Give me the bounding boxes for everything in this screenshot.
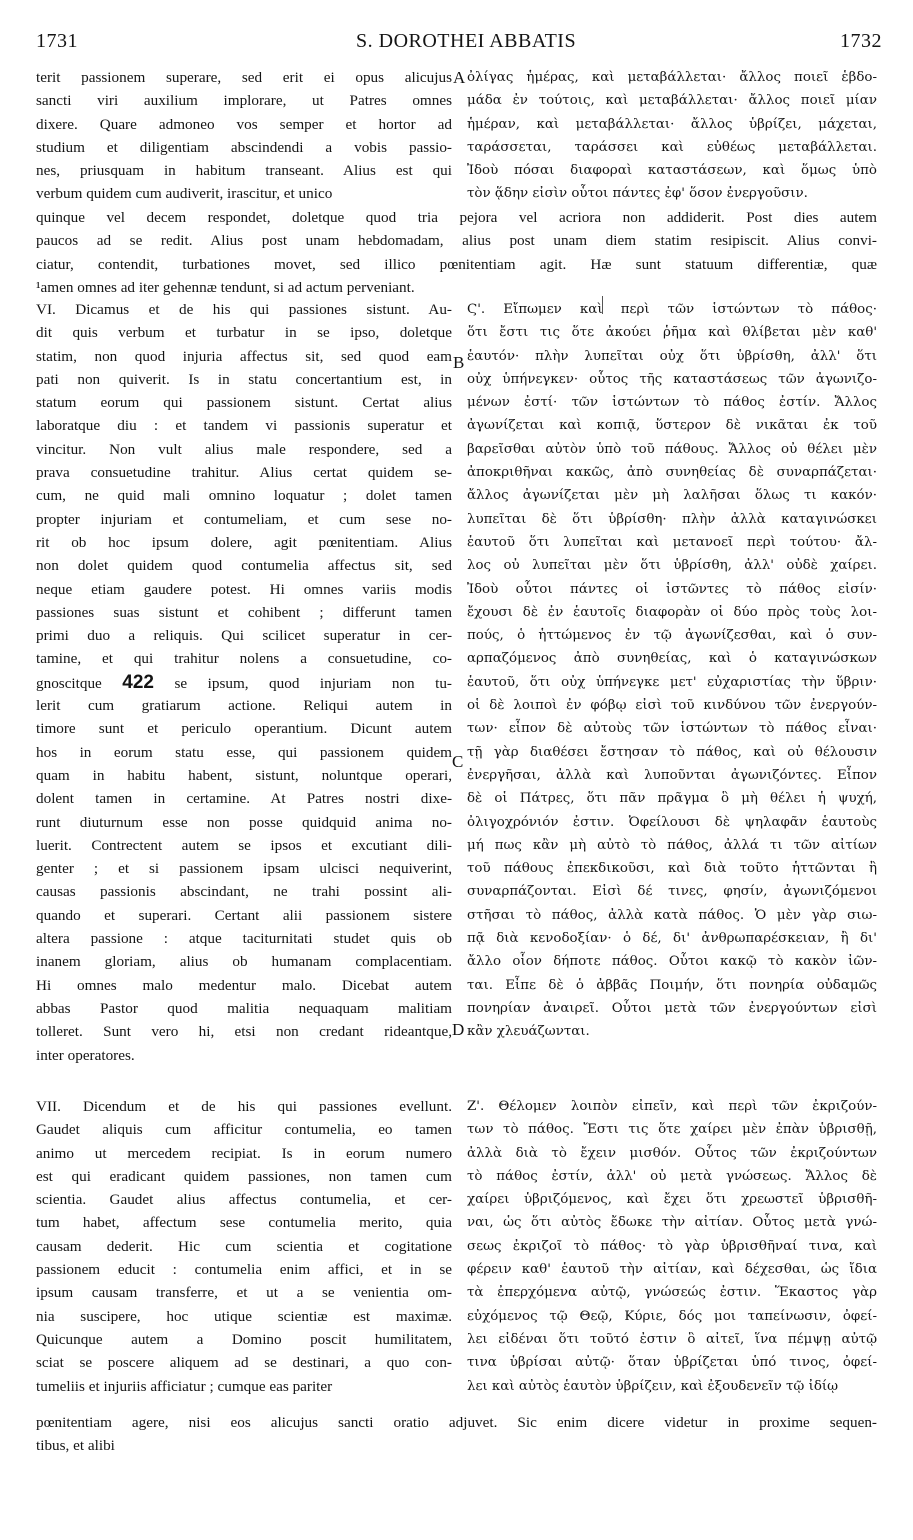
latin-text-line: prava consuetudine trahitur. Alius certat quidem se- bbox=[36, 464, 452, 482]
latin-text-line: abbas Pastor quod malitia nequaquam malitiam bbox=[36, 999, 452, 1017]
latin-text-line: tolleret. Sunt vero hi, etsi non credant rideantque, bbox=[36, 1023, 452, 1041]
greek-text-line: χαίρει ὑβριζόμενος, καὶ ἔχει ὅτι χρεωστεῖ ὑβρισθῆ- bbox=[467, 1192, 877, 1208]
greek-text-line: τὸ πάθος ἐστίν, ἀλλ' οὐ μετὰ γνώσεως. Ἄλλος δὲ bbox=[467, 1168, 877, 1184]
latin-text-line: paucos ad se redit. Alius post unam hebdomadam, alius post unam diem statim resipiscit. Alius convi- bbox=[36, 232, 877, 250]
latin-text-line: nes, priusquam in habitum transeant. Alius est qui bbox=[36, 162, 452, 180]
greek-text-line: Ϛ'. Εἴπωμεν καὶ περὶ τῶν ἱστώντων τὸ πάθος· bbox=[467, 302, 877, 317]
latin-text-line: animo ut mercedem recipiat. Is in eorum numero bbox=[36, 1144, 452, 1162]
latin-text-line: dolent tamen in certamine. At Patres nostri dixe- bbox=[36, 790, 452, 808]
margin-letter-b: B bbox=[453, 353, 465, 372]
greek-text-line: κἂν χλευάζωνται. bbox=[467, 1024, 590, 1040]
latin-text-line: terit passionem superare, sed erit ei opus alicujus bbox=[36, 69, 452, 86]
greek-column-block-3 bbox=[467, 1095, 877, 1398]
greek-text-line: μάδα ἐν τούτοις, καὶ μεταβάλλεται· ἄλλος ποιεῖ μίαν bbox=[467, 93, 877, 109]
fullwidth-paragraph-1 bbox=[36, 206, 877, 299]
greek-text-line: Ἰδοὺ πόσαι διαφοραὶ καταστάσεων, καὶ ὅμως ὑπὸ bbox=[467, 163, 877, 179]
latin-text-line: Gaudet aliquis cum afficitur contumelia, eo tamen bbox=[36, 1121, 452, 1139]
latin-text-line: luerit. Contrectent autem se ipsos et excutiant dili- bbox=[36, 836, 452, 854]
greek-text-line: αρπαζόμενος ἀπὸ συνηθείας, καὶ ὁ καταγινώσκων bbox=[467, 651, 877, 667]
greek-text-line: ἀγωνίζεται καὶ κοπιᾷ, ὕστερον δὲ νικᾶται ἐκ τοῦ bbox=[467, 418, 877, 434]
greek-text-line: δὲ οἱ Πάτρες, ὅτι πᾶν πρᾶγμα ὃ μὴ θέλει ἡ ψυχή, bbox=[467, 791, 877, 807]
latin-text-line: runt diuturnum esse non posse quidquid anima no- bbox=[36, 813, 452, 831]
greek-text-line: ἀποκριθῆναι κακῶς, ἀπὸ συνηθείας δὲ συναρπάζεται· bbox=[467, 465, 877, 481]
latin-text-line: tum habet, affectum sese contumelia merito, quia bbox=[36, 1214, 452, 1232]
latin-text-line: statim, non quod injuria affectus sit, sed quod eam bbox=[36, 347, 452, 365]
latin-text-line: VI. Dicamus et de his qui passiones sistunt. Au- bbox=[36, 301, 452, 318]
latin-text-line: tumeliis et injuriis afficiatur ; cumque eas pariter bbox=[36, 1377, 333, 1395]
latin-column-block-2 bbox=[36, 298, 452, 1067]
latin-text-line: pati non quiverit. Is in statu concertantium est, in bbox=[36, 370, 452, 388]
latin-text-line: hos in eorum statu esse, qui passionem quidem bbox=[36, 743, 452, 761]
latin-text-line: causam dederit. Hic cum scientia et cogitatione bbox=[36, 1237, 452, 1255]
greek-text-line: ται. Εἶπε δὲ ὁ ἀββᾶς Ποιμήν, ὅτι πονηρία οὐδαμῶς bbox=[467, 977, 877, 993]
latin-text-line: dixere. Quare admoneo vos semper et hortor ad bbox=[36, 115, 452, 133]
latin-text-line: non dolet quidem quod contumelia affectus sit, sed bbox=[36, 557, 452, 575]
latin-text-line: passionem educit : contumelia enim affici, et in se bbox=[36, 1261, 452, 1279]
greek-text-line: τινα ὑβρίσαι αὐτῷ· ὅταν ὑβρίζεται ὑπό τινος, ὀφεί- bbox=[467, 1355, 877, 1371]
margin-letter-a: A bbox=[453, 68, 466, 87]
latin-text-line: Quicunque autem a Domino poscit humilitatem, bbox=[36, 1330, 452, 1348]
latin-text-line: genter ; et si passionem ipsam ulcisci nequiverint, bbox=[36, 860, 452, 878]
greek-text-line: βαρεῖσθαι αὐτὸν ὑπὸ τοῦ πάθους. Ἄλλος οὐ θέλει μὲν bbox=[467, 441, 877, 457]
greek-text-line: πούς, ὁ ἡττώμενος ἐν τῷ ἀγωνίζεσθαι, καὶ ὁ συν- bbox=[467, 628, 877, 644]
latin-text-line: est qui eradicant quidem passiones, non tamen cum bbox=[36, 1167, 452, 1185]
latin-text-line: ¹amen omnes ad iter gehennæ tendunt, si ad actum perveniant. bbox=[36, 278, 415, 296]
greek-text-line: των· εἶπον δὲ αὐτοὺς τῶν ἱστώντων τὸ πάθος εἶναι· bbox=[467, 721, 877, 737]
latin-text-line: causas passionis abscindant, ne trahi possint ali- bbox=[36, 883, 452, 901]
page-number-right: 1732 bbox=[840, 30, 882, 52]
greek-text-line: ἔχουσι δὲ ἐν ἑαυτοῖς διαφορὰν οἱ δύο πρὸς τοὺς λοι- bbox=[467, 604, 877, 620]
greek-text-line: λος οὐ λυπεῖται μὲν ὅτι ὑβρίσθη, ἀλλ' οὐδὲ χαίρει. bbox=[467, 558, 877, 574]
greek-text-line: τὸν ᾅδην εἰσὶν οὗτοι πάντες ἐφ' ὅσον ἐνεργοῦσιν. bbox=[467, 186, 808, 202]
latin-text-line: verbum quidem cum audiverit, irascitur, et unico bbox=[36, 185, 333, 203]
greek-text-line: λει εἰδέναι ὅτι τοῦτό ἐστιν ὃ αἰτεῖ, ἵνα πέμψῃ αὐτῷ bbox=[467, 1331, 877, 1347]
latin-text-line: passiones suas sistunt et cohibent ; differunt tamen bbox=[36, 603, 452, 621]
greek-text-line: Ἰδοὺ οὗτοι πάντες οἱ ἱστῶντες τὸ πάθος εἰσίν· bbox=[467, 581, 877, 597]
latin-text-line: tibus, et alibi bbox=[36, 1437, 115, 1455]
running-title: S. DOROTHEI ABBATIS bbox=[356, 30, 577, 52]
greek-text-line: τῇ γὰρ διαθέσει ἔστησαν τὸ πάθος, καὶ οὐ θέλουσιν bbox=[467, 744, 877, 760]
greek-text-line: ἀλλὰ διὰ τὸ ἔχειν μισθόν. Οὗτος τῶν ἐκριζούντων bbox=[467, 1145, 877, 1161]
margin-letter-d: D bbox=[452, 1020, 465, 1039]
margin-letter-c: C bbox=[452, 752, 464, 771]
greek-text-line: ταράσσεται, ταράσσει καὶ εὐθέως μεταβάλλεται. bbox=[467, 139, 877, 155]
latin-text-line: laboratque diu : et tandem vi passionis superatur et bbox=[36, 417, 452, 435]
page-number-left: 1731 bbox=[36, 30, 78, 52]
latin-text-line: gnoscitque 422 se ipsum, quod injuriam non tu- bbox=[36, 671, 452, 693]
greek-text-line: ναι, ὡς ὅτι αὐτὸς ἔδωκε τὴν αἰτίαν. Οὗτος μετὰ γνώ- bbox=[467, 1215, 877, 1231]
column-number-marker: 422 bbox=[122, 671, 154, 693]
latin-text-line: propter injuriam et contumeliam, et cum sese no- bbox=[36, 510, 452, 528]
greek-text-line: ἐνεργῆσαι, ἀλλὰ καὶ λυποῦνται ἀγωνιζόντες. Εἶπον bbox=[467, 767, 877, 783]
latin-text-line: scientia. Gaudet alius affectus contumelia, et cer- bbox=[36, 1191, 452, 1209]
latin-text-line: timore sunt et periculo operantium. Dicunt autem bbox=[36, 720, 452, 738]
greek-text-line: ὀλίγας ἡμέρας, καὶ μεταβάλλεται· ἄλλος ποιεῖ ἑβδο- bbox=[467, 70, 877, 85]
greek-text-line: λει καὶ αὐτὸς ἑαυτὸν ὑβρίζειν, καὶ ἐξουδενεῖν τῷ ἰδίῳ bbox=[467, 1378, 839, 1394]
greek-text-line: Ζ'. Θέλομεν λοιπὸν εἰπεῖν, καὶ περὶ τῶν ἐκριζούν- bbox=[467, 1099, 877, 1114]
latin-text-line: tamine, et qui trahitur nolens a consuetudine, co- bbox=[36, 650, 452, 668]
greek-text-line: ὅτι ἔστι τις ὅτε ἀκούει ῥῆμα καὶ θλίβεται μὲν καθ' bbox=[467, 325, 877, 341]
latin-text-line: quam in habitu habent, sistunt, noluntque operari, bbox=[36, 766, 452, 784]
latin-text-line: dit quis verbum et turbatur in se ipso, doletque bbox=[36, 324, 452, 342]
latin-text-line: statum eorum qui passionem sistunt. Certat alius bbox=[36, 394, 452, 412]
latin-column-block-3 bbox=[36, 1095, 452, 1398]
latin-text-line: inter operatores. bbox=[36, 1046, 135, 1064]
latin-text-line: sancti viri auxilium implorare, ut Patres omnes bbox=[36, 92, 452, 110]
greek-text-line: των τὸ πάθος. Ἔστι τις ὅτε χαίρει μὲν ἐπὰν ὑβρισθῇ, bbox=[467, 1122, 877, 1138]
latin-text-line: vincitur. Non vult alius male respondere, sed a bbox=[36, 440, 452, 458]
latin-text-line: neque etiam gaudere potest. Hi omnes variis modis bbox=[36, 580, 452, 598]
latin-text-line: sciat se poscere aliquem ad se destinari, a quo con- bbox=[36, 1354, 452, 1372]
greek-text-line: πᾷ διὰ κενοδοξίαν· ὁ δέ, δι' ἀνθρωπαρέσκειαν, ἢ δι' bbox=[467, 931, 877, 947]
latin-text-line: cum, ne quid mali omnino loquatur ; dolet tamen bbox=[36, 487, 452, 505]
greek-text-line: ἄλλος ἀγωνίζεται μὲν μὴ λαλῆσαι ὅλως τι κακόν· bbox=[467, 488, 877, 504]
latin-text-line: VII. Dicendum et de his qui passiones evellunt. bbox=[36, 1098, 452, 1115]
greek-text-line: οὐχ ὑπήνεγκεν· οὗτος τῆς καταστάσεως τῶν ἀγωνιζο- bbox=[467, 371, 877, 387]
latin-text-line: inanem gloriam, alius ob humanam complacentiam. bbox=[36, 953, 452, 971]
latin-text-line: Hi omnes malo medentur malo. Dicebat autem bbox=[36, 976, 452, 994]
greek-text-line: πονηρίαν ἀναιρεῖ. Οὗτοι μετὰ τῶν ἐνεργούντων εἰσὶ bbox=[467, 1000, 877, 1016]
greek-text-line: ἡμέραν, καὶ μεταβάλλεται· ἄλλος ὑβρίζει, μάχεται, bbox=[467, 116, 877, 132]
greek-text-line: οἱ δὲ λοιποὶ ἐν φόβῳ εἰσὶ τοῦ κινδύνου τῶν ἐνεργούν- bbox=[467, 698, 877, 714]
greek-text-line: συναρπάζονται. Εἰσὶ δέ τινες, φησίν, ἀγωνιζόμενοι bbox=[467, 884, 877, 900]
latin-text-line: ciatur, contendit, turbationes movet, sed illico pœnitentiam agit. Hæ sunt statuum differentiæ, quæ bbox=[36, 255, 877, 273]
latin-text-line: studium et diligentiam abscindendi a vobis passio- bbox=[36, 138, 452, 156]
latin-text-line: rit ob hoc ipsum dolere, agit pœnitentiam. Alius bbox=[36, 533, 452, 551]
latin-text-line: quinque vel decem respondet, doletque quod tria pejora vel acriora non addiderit. Post dies autem bbox=[36, 209, 877, 226]
greek-text-line: λυπεῖται δὲ ὅτι ὑβρίσθη· πλὴν ἀλλὰ καταγινώσκει bbox=[467, 511, 877, 527]
latin-text-line: altera passione : atque taciturnitati studet quis ob bbox=[36, 930, 452, 948]
latin-text-line: pœnitentiam agere, nisi eos alicujus sancti oratio adjuvet. Sic enim dicere videtur in proxime sequen- bbox=[36, 1414, 877, 1431]
fullwidth-paragraph-2 bbox=[36, 1411, 877, 1458]
greek-text-line: σεως ἐκριζοῖ τὸ πάθος· τὸ γὰρ ὑβρισθῆναί τινα, καὶ bbox=[467, 1238, 877, 1254]
greek-text-line: τοῦ πάθους ἐπεκδικοῦσι, καὶ διὰ τοῦτο ἡττῶνται ἢ bbox=[467, 861, 877, 877]
greek-text-line: στῆσαι τὸ πάθος, ἀλλὰ κατὰ πάθος. Ὁ μὲν γὰρ σιω- bbox=[467, 907, 877, 923]
greek-text-line: μένων ἐστί· τῶν ἱστώντων τὸ πάθος ἐστίν. Ἄλλος bbox=[467, 395, 877, 411]
greek-text-line: ὀλιγοχρόνιόν ἐστιν. Ὀφείλουσι δὲ ψηλαφᾶν ἑαυτοὺς bbox=[467, 814, 877, 830]
greek-text-line: μή πως κἂν μὴ αὐτὸ τὸ πάθος, ἀλλά τι τῶν αἰτίων bbox=[467, 837, 877, 853]
latin-text-line: lerit cum gratiarum actione. Reliqui autem in bbox=[36, 697, 452, 715]
greek-column-block-1 bbox=[467, 66, 877, 206]
greek-text-line: φέρειν καθ' ἑαυτοῦ τὴν αἰτίαν, καὶ δέχεσθαι, ὡς ἴδια bbox=[467, 1262, 877, 1278]
latin-text-line: nia suscipere, hoc utique scientiæ est maximæ. bbox=[36, 1307, 452, 1325]
greek-text-line: ἑαυτόν· πλὴν λυπεῖται οὐχ ὅτι ὑβρίσθη, ἀλλ' ὅτι bbox=[467, 348, 877, 364]
greek-text-line: ἑαυτοῦ, ὅτι οὐχ ὑπήνεγκε μετ' εὐχαριστίας τὴν ὕβριν· bbox=[467, 674, 877, 690]
latin-text-line: ipsum causam transferre, et ut a se venientia om- bbox=[36, 1284, 452, 1302]
latin-column-block-1 bbox=[36, 66, 452, 206]
latin-text-line: primi duo a reliquis. Qui scilicet superatur in cer- bbox=[36, 627, 452, 645]
greek-text-line: εὐχόμενος τῷ Θεῷ, Κύριε, δός μοι ταπείνωσιν, ὀφεί- bbox=[467, 1308, 877, 1324]
greek-text-line: τὰ ἐπερχόμενα αὐτῷ, γνώσεώς ἐστιν. Ἕκαστος γὰρ bbox=[467, 1285, 877, 1301]
greek-text-line: ἄλλο οἷον δήποτε πάθος. Οὗτοι κακῷ τὸ κακὸν ἰῶν- bbox=[467, 954, 877, 970]
latin-text-line: quando et superari. Certant alii passionem sistere bbox=[36, 906, 452, 924]
greek-text-line: ἑαυτοῦ ὅτι λυπεῖται καὶ μετανοεῖ περὶ τούτου· ἄλ- bbox=[467, 534, 877, 550]
greek-column-block-2 bbox=[467, 298, 877, 1044]
